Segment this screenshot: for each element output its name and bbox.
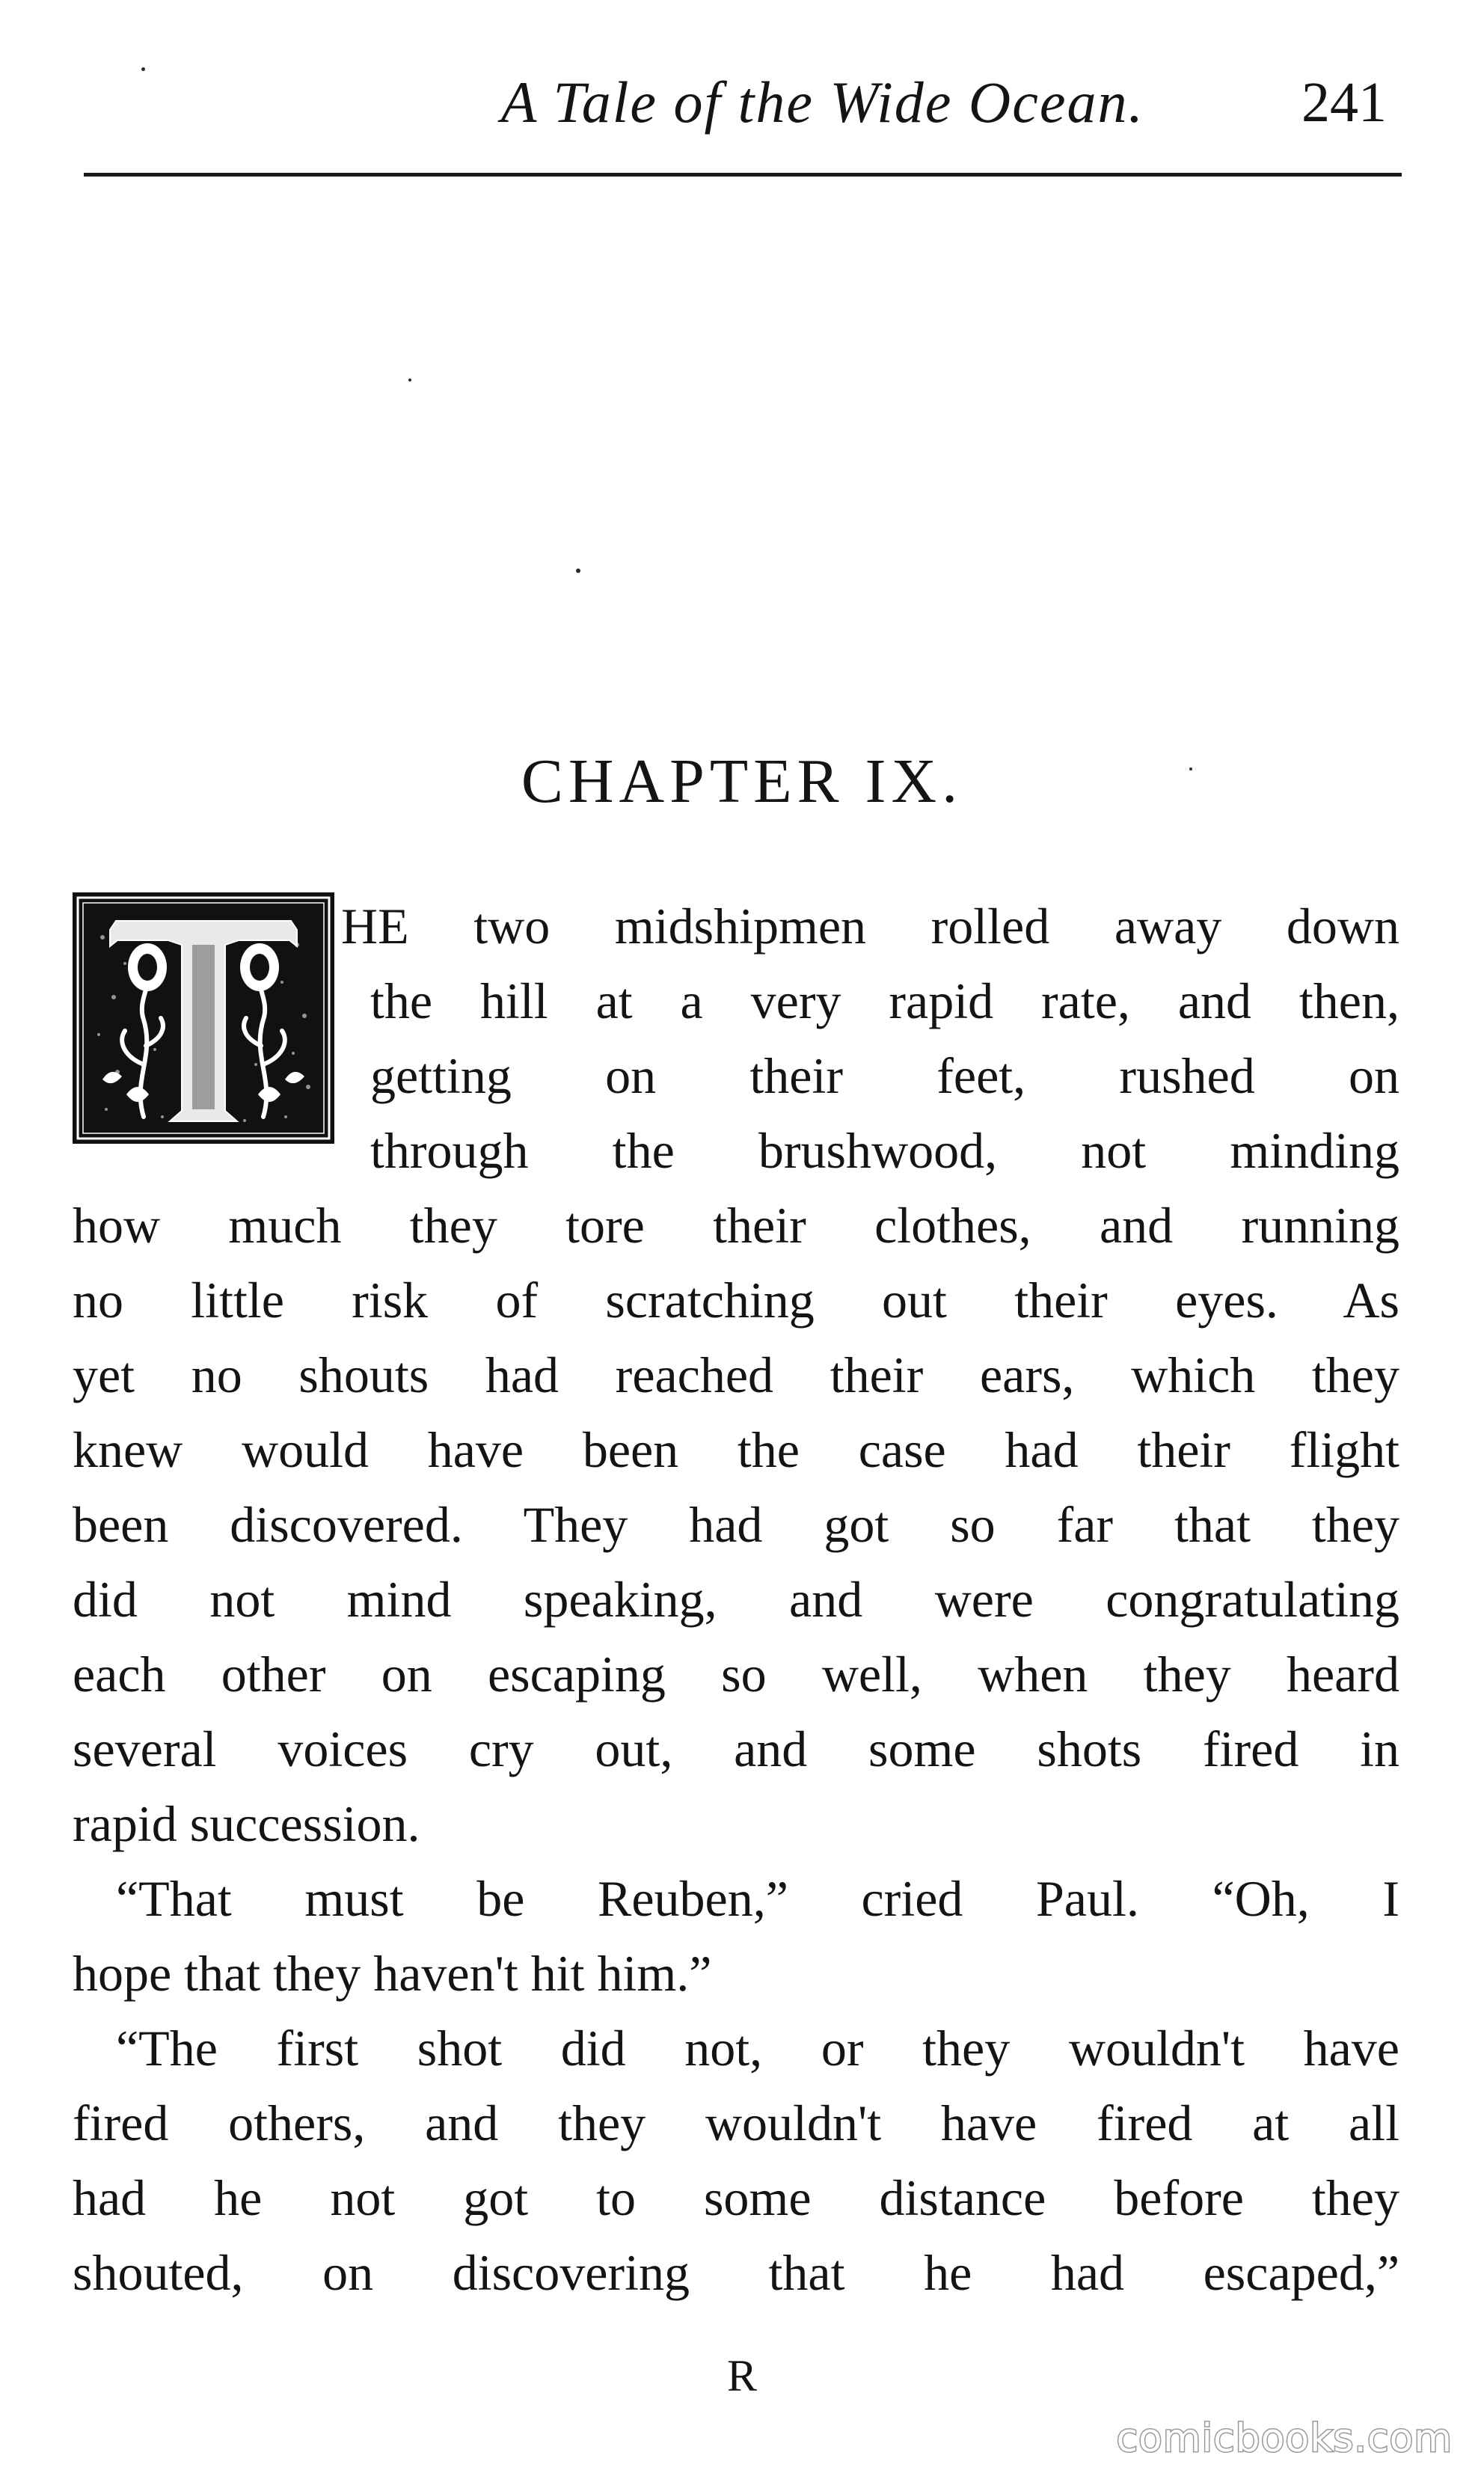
body-line: yet no shouts had reached their ears, which they	[73, 1346, 1399, 1403]
body-line: each other on escaping so well, when they heard	[73, 1646, 1399, 1703]
body-line: HE two midshipmen rolled away down	[341, 898, 1399, 955]
body-line: hope that they haven't hit him.”	[73, 1945, 712, 2002]
body-line: through the brushwood, not minding	[370, 1122, 1399, 1179]
body-line: did not mind speaking, and were congratulating	[73, 1571, 1399, 1628]
body-line: how much they tore their clothes, and running	[73, 1197, 1399, 1254]
body-line: had he not got to some distance before they	[73, 2169, 1399, 2226]
body-line: “The first shot did not, or they wouldn't have	[116, 2020, 1399, 2077]
body-line: knew would have been the case had their flight	[73, 1421, 1399, 1478]
drop-cap-t-icon	[73, 892, 334, 1144]
chapter-heading: CHAPTER IX.	[521, 747, 963, 816]
page-number: 241	[1301, 71, 1387, 134]
body-line: shouted, on discovering that he had escaped,”	[73, 2244, 1399, 2301]
signature-mark: R	[726, 2351, 758, 2400]
header-rule	[84, 173, 1402, 177]
running-title: A Tale of the Wide Ocean.	[500, 70, 1144, 135]
print-speck	[408, 379, 411, 382]
body-line: the hill at a very rapid rate, and then,	[370, 972, 1399, 1029]
drop-cap-ornament	[73, 892, 334, 1144]
body-line: fired others, and they wouldn't have fired at all	[73, 2095, 1399, 2151]
body-line: been discovered. They had got so far that they	[73, 1496, 1399, 1553]
body-line: no little risk of scratching out their eyes. As	[73, 1272, 1399, 1329]
body-line: “That must be Reuben,” cried Paul. “Oh, I	[116, 1870, 1399, 1927]
body-line: rapid succession.	[73, 1795, 420, 1852]
body-line: getting on their feet, rushed on	[370, 1047, 1399, 1104]
body-line: several voices cry out, and some shots fired in	[73, 1720, 1399, 1777]
print-speck	[141, 67, 145, 71]
watermark: comicbooks.com	[1116, 2416, 1453, 2461]
print-speck	[576, 569, 580, 573]
